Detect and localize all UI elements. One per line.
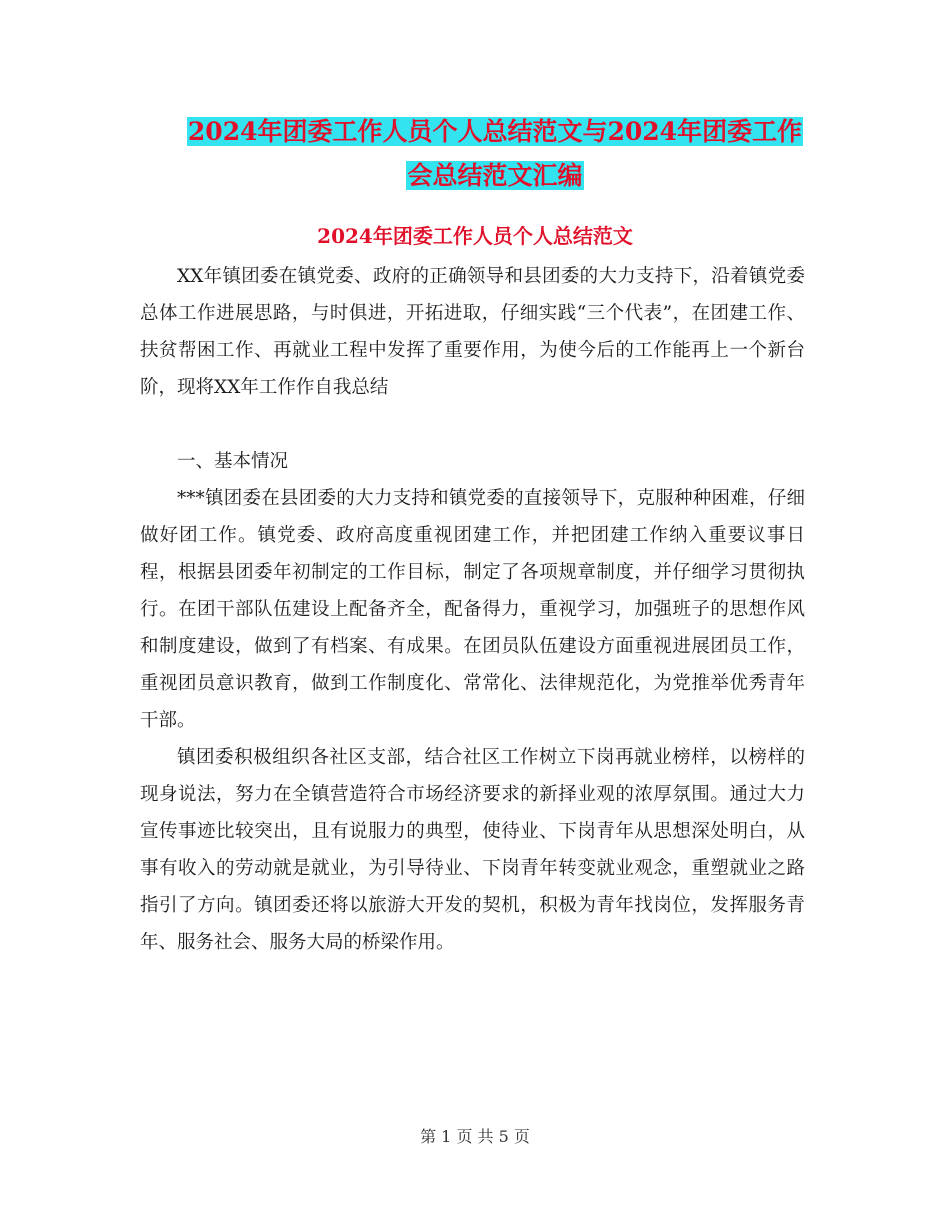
- document-title: [140, 110, 850, 198]
- document-body: [140, 258, 805, 961]
- paragraph-employment: 镇团委积极组织各社区支部，结合社区工作树立下岗再就业榜样，以榜样的现身说法，努力在全镇营造符合市场经济要求的新择业观的浓厚氛围。通过大力宣传事迹比较突出，且有说服力的典型，使待业、下岗青年从思想深处明白，从事有收入的劳动就是就业，为引导待业、下岗青年转变就业观念，重塑就业之路指引了方向。镇团委还将以旅游大开发的契机，积极为青年找岗位，发挥服务青年、服务社会、服务大局的桥梁作用。: [140, 747, 805, 953]
- paragraph-basic-situation: ***镇团委在县团委的大力支持和镇党委的直接领导下，克服种种困难，仔细做好团工作。镇党委、政府高度重视团建工作，并把团建工作纳入重要议事日程，根据县团委年初制定的工作目标，制定了各项规章制度，并仔细学习贯彻执行。在团干部队伍建设上配备齐全，配备得力，重视学习，加强班子的思想作风和制度建设，做到了有档案、有成果。在团员队伍建设方面重视进展团员工作，重视团员意识教育，做到工作制度化、常常化、法律规范化，为党推举优秀青年干部。: [140, 488, 805, 731]
- title-line-1: 2024年团委工作人员个人总结范文与2024年团委工作: [187, 117, 803, 146]
- title-line-2: 会总结范文汇编: [407, 161, 583, 190]
- section-title: 2024年团委工作人员个人总结范文: [317, 224, 633, 248]
- section-heading-basic: 一、基本情况: [177, 451, 289, 472]
- page-number: 第 1 页 共 5 页: [420, 1127, 530, 1146]
- intro-paragraph: XX年镇团委在镇党委、政府的正确领导和县团委的大力支持下，沿着镇党委总体工作进展思路，与时俱进，开拓进取，仔细实践“三个代表”，在团建工作、扶贫帮困工作、再就业工程中发挥了重要作用，为使今后的工作能再上一个新台阶，现将XX年工作作自我总结: [140, 266, 805, 398]
